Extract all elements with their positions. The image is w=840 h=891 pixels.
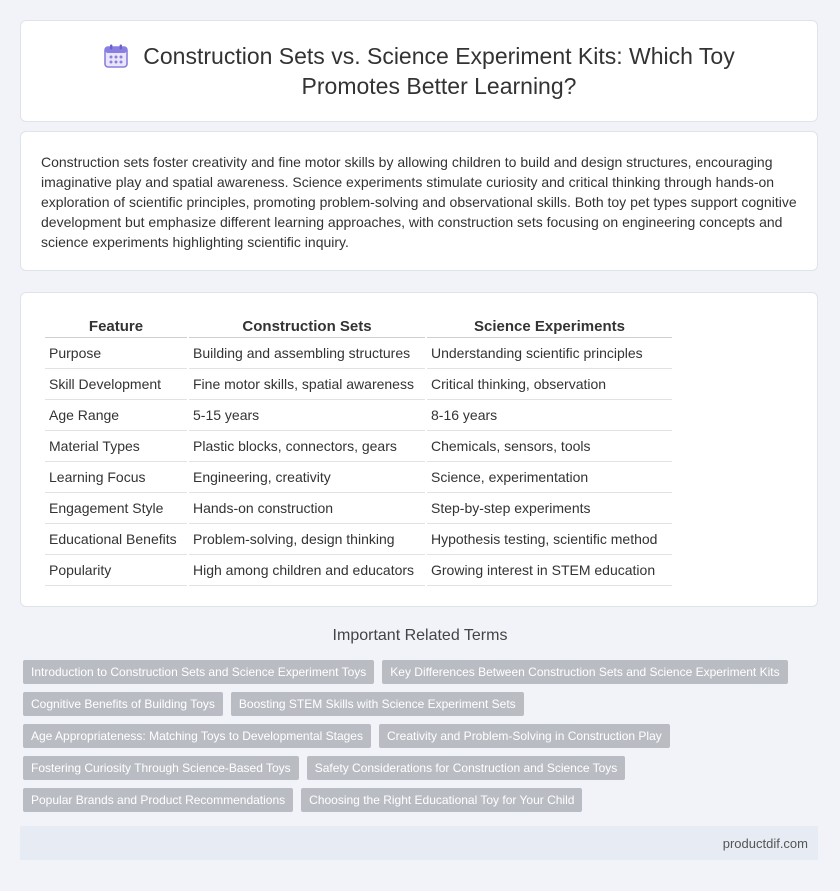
table-cell: Popularity: [45, 555, 187, 586]
table-row: [45, 369, 672, 400]
footer-site-link[interactable]: productdif.com: [722, 836, 808, 851]
table-row: [45, 493, 672, 524]
header-construction-sets: Construction Sets: [189, 315, 425, 338]
header-science-experiments: Science Experiments: [427, 315, 672, 338]
table-cell: Problem-solving, design thinking: [189, 524, 425, 555]
table-row: [45, 555, 672, 586]
table-row: [45, 431, 672, 462]
table-cell: Hypothesis testing, scientific method: [427, 524, 672, 555]
page-title-line1: Construction Sets vs. Science Experiment Kits: Which Toy: [143, 43, 735, 69]
related-term-link[interactable]: Age Appropriateness: Matching Toys to Developmental Stages: [23, 724, 371, 748]
related-term-link[interactable]: Boosting STEM Skills with Science Experiment Sets: [231, 692, 524, 716]
related-term-link[interactable]: Key Differences Between Construction Sets and Science Experiment Kits: [382, 660, 787, 684]
table-cell: Building and assembling structures: [189, 338, 425, 369]
table-cell: Purpose: [45, 338, 187, 369]
related-term-link[interactable]: Introduction to Construction Sets and Science Experiment Toys: [23, 660, 374, 684]
table-cell: Engagement Style: [45, 493, 187, 524]
table-cell: Hands-on construction: [189, 493, 425, 524]
intro-paragraph: Construction sets foster creativity and fine motor skills by allowing children to build and design structures, encouraging imaginative play and spatial awareness. Science experiments stimulate curiosity and critical thinking through hands-on exploration of scientific principles, promoting problem-solving and observational skills. Both toy pet types support cognitive development but emphasize different learning approaches, with construction sets focusing on engineering concepts and science experiments highlighting scientific inquiry.: [41, 154, 797, 250]
calendar-icon: [103, 43, 129, 69]
table-cell: Growing interest in STEM education: [427, 555, 672, 586]
table-cell: Chemicals, sensors, tools: [427, 431, 672, 462]
related-terms-list: [23, 660, 803, 812]
related-term-link[interactable]: Popular Brands and Product Recommendations: [23, 788, 293, 812]
table-cell: Material Types: [45, 431, 187, 462]
table-cell: Critical thinking, observation: [427, 369, 672, 400]
page-title-line2: Promotes Better Learning?: [301, 73, 577, 99]
comparison-table-card: [20, 292, 818, 607]
related-term-link[interactable]: Fostering Curiosity Through Science-Based Toys: [23, 756, 299, 780]
footer: [20, 826, 818, 860]
header-feature: Feature: [45, 315, 187, 338]
table-cell: High among children and educators: [189, 555, 425, 586]
table-row: [45, 524, 672, 555]
table-cell: Educational Benefits: [45, 524, 187, 555]
table-cell: Step-by-step experiments: [427, 493, 672, 524]
table-row: [45, 400, 672, 431]
table-cell: Engineering, creativity: [189, 462, 425, 493]
table-row: [45, 338, 672, 369]
table-cell: Fine motor skills, spatial awareness: [189, 369, 425, 400]
table-row: [45, 462, 672, 493]
related-terms-title: Important Related Terms: [332, 627, 508, 644]
title-wrap: [103, 41, 734, 101]
table-cell: Skill Development: [45, 369, 187, 400]
table-cell: Understanding scientific principles: [427, 338, 672, 369]
related-term-link[interactable]: Cognitive Benefits of Building Toys: [23, 692, 223, 716]
table-cell: 8-16 years: [427, 400, 672, 431]
table-cell: Age Range: [45, 400, 187, 431]
table-cell: Science, experimentation: [427, 462, 672, 493]
page-title: [143, 41, 734, 101]
table-header-row: [45, 315, 672, 338]
related-term-link[interactable]: Safety Considerations for Construction and Science Toys: [307, 756, 626, 780]
intro-card: [20, 131, 818, 271]
comparison-table: [43, 315, 674, 586]
table-cell: Plastic blocks, connectors, gears: [189, 431, 425, 462]
table-cell: 5-15 years: [189, 400, 425, 431]
related-term-link[interactable]: Choosing the Right Educational Toy for Your Child: [301, 788, 582, 812]
title-card: [20, 20, 818, 122]
table-cell: Learning Focus: [45, 462, 187, 493]
related-term-link[interactable]: Creativity and Problem-Solving in Construction Play: [379, 724, 670, 748]
